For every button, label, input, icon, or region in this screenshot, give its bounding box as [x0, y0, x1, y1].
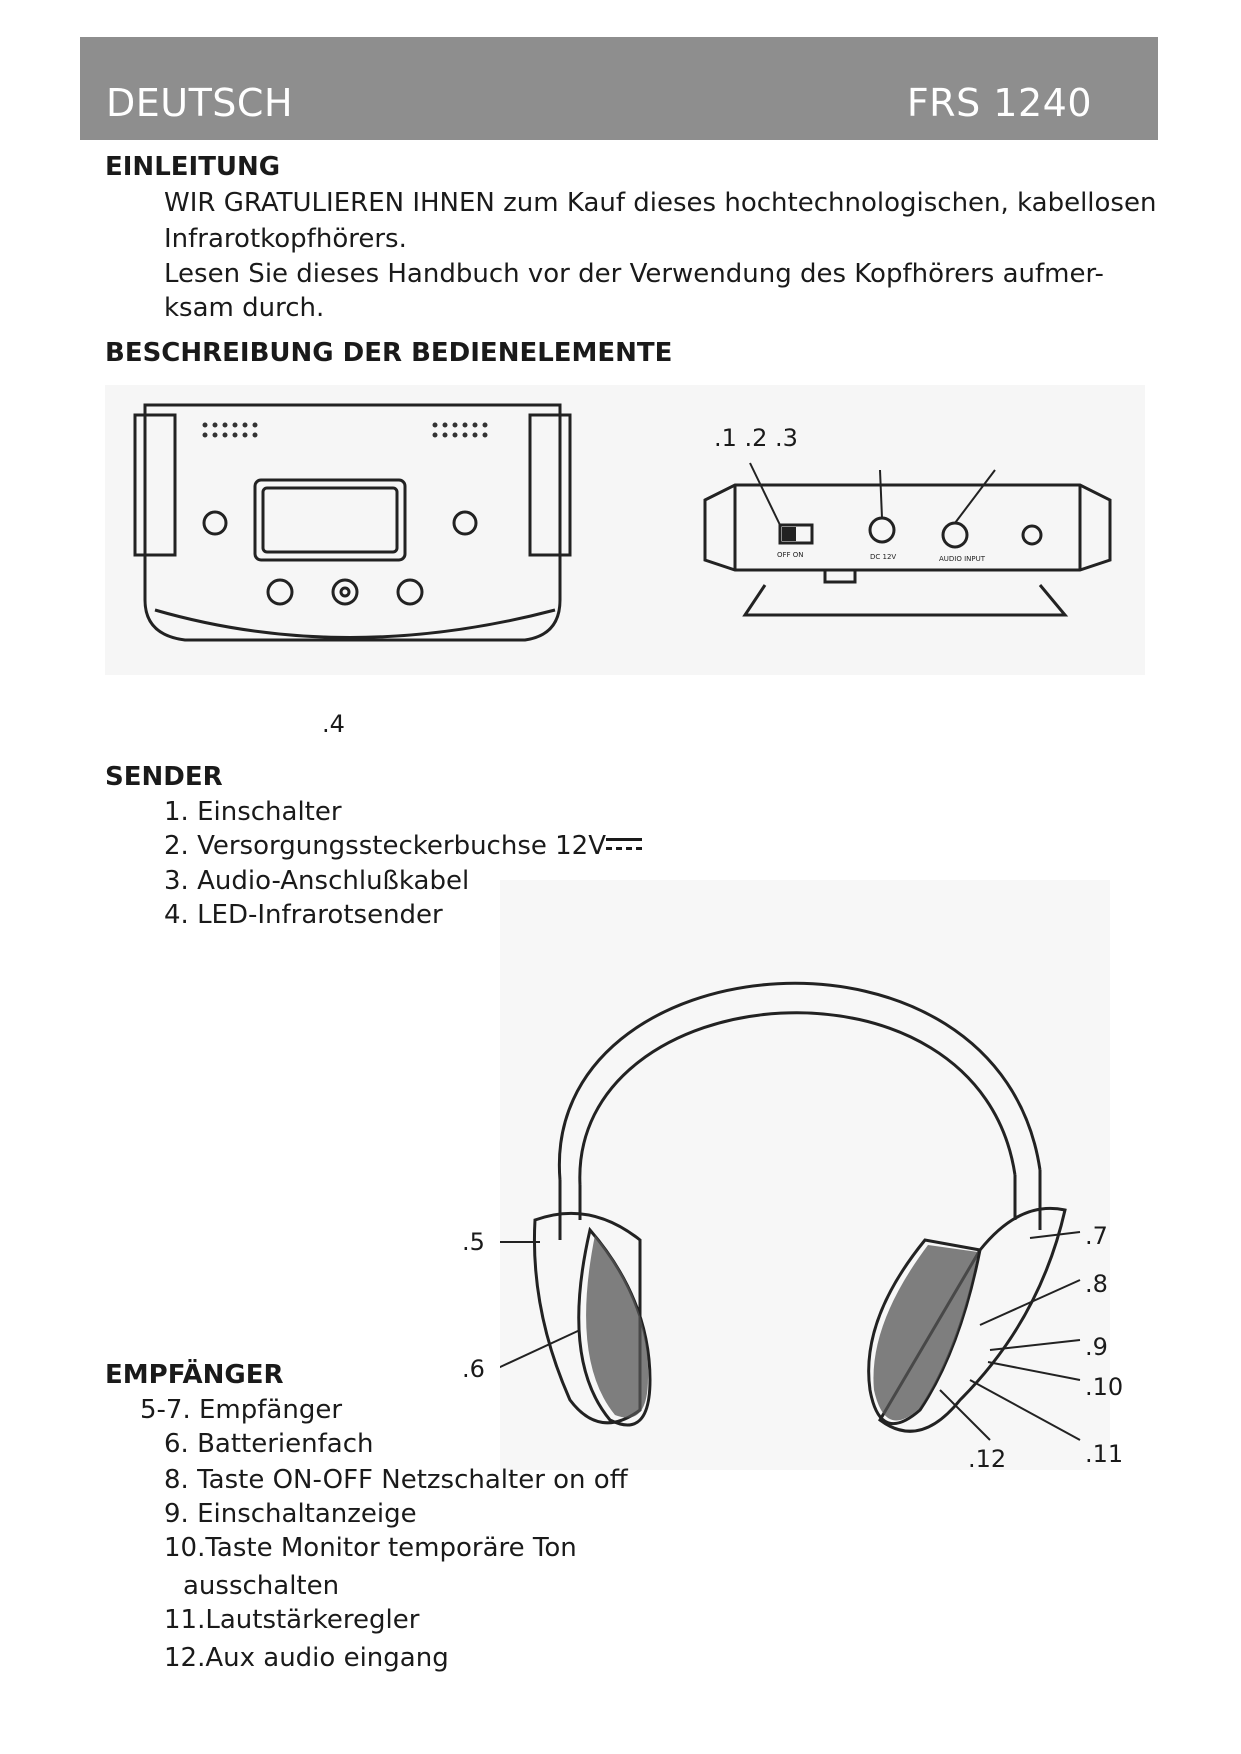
intro-line-3: Lesen Sie dieses Handbuch vor der Verwendung des Kopfhörers aufmer-: [164, 259, 1104, 289]
controls-heading: BESCHREIBUNG DER BEDIENELEMENTE: [105, 338, 673, 368]
receiver-item-8: 8. Taste ON-OFF Netzschalter on off: [164, 1465, 628, 1495]
receiver-item-6: 6. Batterienfach: [164, 1429, 374, 1459]
intro-line-4: ksam durch.: [164, 293, 325, 323]
sender-item-3: 3. Audio-Anschlußkabel: [164, 866, 470, 896]
receiver-item-9: 9. Einschaltanzeige: [164, 1499, 417, 1529]
receiver-item-11: 11.Lautstärkeregler: [164, 1605, 420, 1635]
audio-input-text: AUDIO INPUT: [939, 555, 986, 563]
headphones-illustration: [500, 880, 1110, 1470]
receiver-item-10: 10.Taste Monitor temporäre Ton: [164, 1533, 577, 1563]
label-1-2-3: .1 .2 .3: [714, 424, 798, 452]
sender-heading: SENDER: [105, 762, 223, 792]
label-10: .10: [1085, 1373, 1124, 1401]
dc-symbol-icon: [606, 838, 642, 855]
label-11: .11: [1085, 1440, 1124, 1468]
label-12: .12: [968, 1445, 1007, 1473]
receiver-heading: EMPFÄNGER: [105, 1360, 284, 1390]
receiver-item-12: 12.Aux audio eingang: [164, 1643, 449, 1673]
transmitter-top-view: [105, 385, 1145, 675]
sender-item-1: 1. Einschalter: [164, 797, 342, 827]
label-8: .8: [1085, 1270, 1108, 1298]
label-4: .4: [322, 710, 345, 738]
intro-heading: EINLEITUNG: [105, 152, 281, 182]
intro-line-1: WIR GRATULIEREN IHNEN zum Kauf dieses hochtechnologischen, kabellosen: [164, 188, 1157, 218]
label-7: .7: [1085, 1222, 1108, 1250]
language-label: DEUTSCH: [106, 81, 294, 125]
dc-text: DC 12V: [870, 553, 897, 561]
page-header: [80, 37, 1158, 140]
model-label: FRS 1240: [906, 81, 1092, 125]
label-9: .9: [1085, 1333, 1108, 1361]
receiver-item-5-7: 5-7. Empfänger: [140, 1395, 343, 1425]
label-6: .6: [462, 1355, 485, 1383]
intro-line-2: Infrarotkopfhörers.: [164, 224, 407, 254]
receiver-item-10-cont: ausschalten: [183, 1571, 340, 1601]
label-5: .5: [462, 1228, 485, 1256]
sender-item-4: 4. LED-Infrarotsender: [164, 900, 443, 930]
sender-item-2: 2. Versorgungssteckerbuchse 12V: [164, 831, 642, 861]
switch-text: OFF ON: [777, 551, 804, 559]
